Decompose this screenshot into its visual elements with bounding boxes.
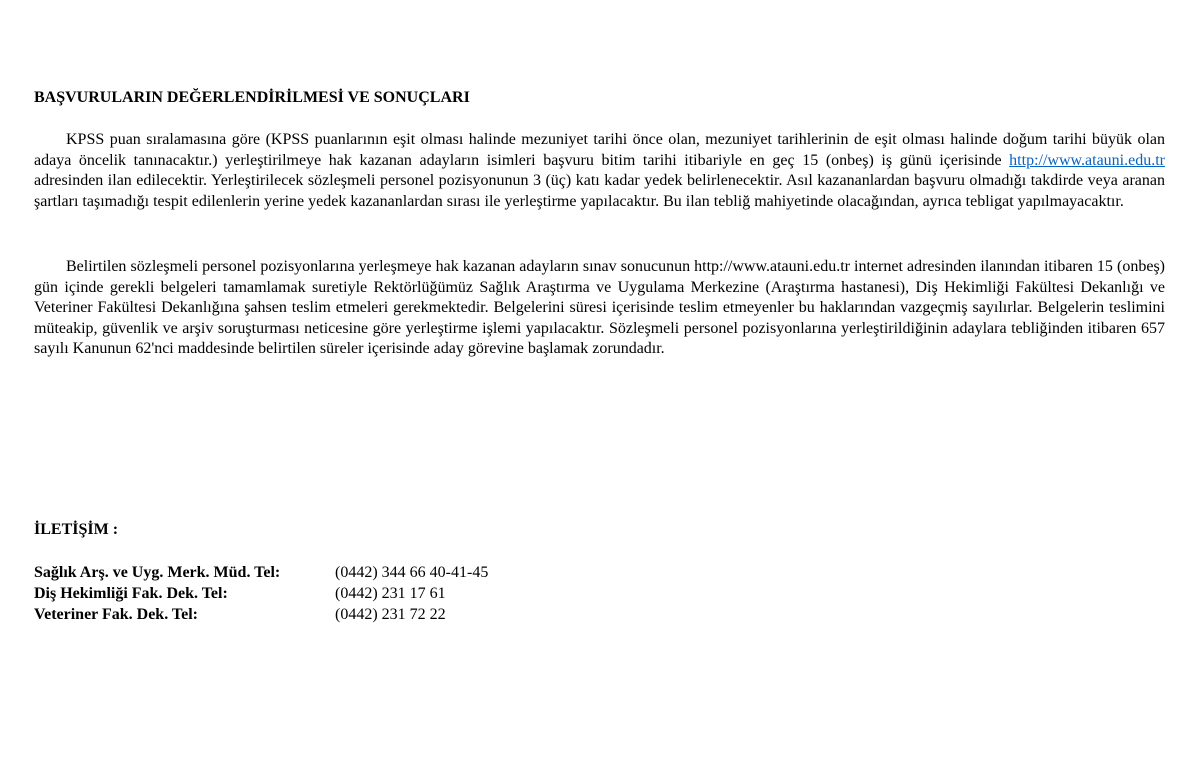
- contact-phone: (0442) 231 17 61: [335, 585, 446, 602]
- contact-label: Diş Hekimliği Fak. Dek. Tel:: [34, 585, 228, 602]
- paragraph-announcement: [34, 130, 1165, 212]
- contact-label: Sağlık Arş. ve Uyg. Merk. Müd. Tel:: [34, 564, 281, 581]
- paragraph-text-after-link: adresinden ilan edilecektir. Yerleştirilecek sözleşmeli personel pozisyonunun 3 (üç) katı kadar yedek belirlenecektir. Asıl kazananlardan başvuru olmadığı takdirde veya aranan şartları taşımadığı tespit edilenlerin yerine yedek kazananlardan sırası ile yerleştirme yapılacaktır. Bu ilan tebliğ mahiyetinde olacağından, ayrıca tebligat yapılmayacaktır.: [34, 172, 1165, 210]
- contact-heading: İLETİŞİM :: [34, 521, 119, 538]
- contact-row: [34, 583, 488, 604]
- contact-label: Veteriner Fak. Dek. Tel:: [34, 606, 198, 623]
- section-heading: BAŞVURULARIN DEĞERLENDİRİLMESİ VE SONUÇLARI: [34, 89, 470, 106]
- paragraph-document-submission: Belirtilen sözleşmeli personel pozisyonlarına yerleşmeye hak kazanan adayların sınav sonucunun http://www.atauni.edu.tr internet adresinden ilanından itibaren 15 (onbeş) gün içinde gerekli belgeleri tamamlamak suretiyle Rektörlüğümüz Sağlık Araştırma ve Uygulama Merkezine (Araştırma hastanesi), Diş Hekimliği Fakültesi Dekanlığı ve Veteriner Fakültesi Dekanlığına şahsen teslim etmeleri gerekmektedir. Belgelerini süresi içerisinde teslim etmeyenler bu haklarından vazgeçmiş sayılırlar. Belgelerin teslimini müteakip, güvenlik ve arşiv soruşturması neticesine göre yerleştirme işlemi yapılacaktır. Sözleşmeli personel pozisyonlarına yerleştirildiğinin adaylara tebliğinden itibaren 657 sayılı Kanunun 62'nci maddesinde belirtilen süreler içerisinde aday görevine başlamak zorundadır.: [34, 258, 1165, 358]
- contact-table: [34, 562, 488, 625]
- contact-phone: (0442) 344 66 40-41-45: [335, 564, 489, 581]
- university-website-link[interactable]: http://www.atauni.edu.tr: [1009, 151, 1165, 169]
- contact-phone: (0442) 231 72 22: [335, 606, 446, 623]
- contact-row: [34, 562, 488, 583]
- paragraph-text-before-link: KPSS puan sıralamasına göre (KPSS puanlarının eşit olması halinde mezuniyet tarihi önce olan, mezuniyet tarihlerinin de eşit olması halinde doğum tarihi büyük olan adaya öncelik tanınacaktır.) yerleştirilmeye hak kazanan adayların isimleri başvuru bitim tarihi itibariyle en geç 15 (onbeş) iş günü içerisinde: [34, 131, 1165, 169]
- contact-row: [34, 604, 488, 625]
